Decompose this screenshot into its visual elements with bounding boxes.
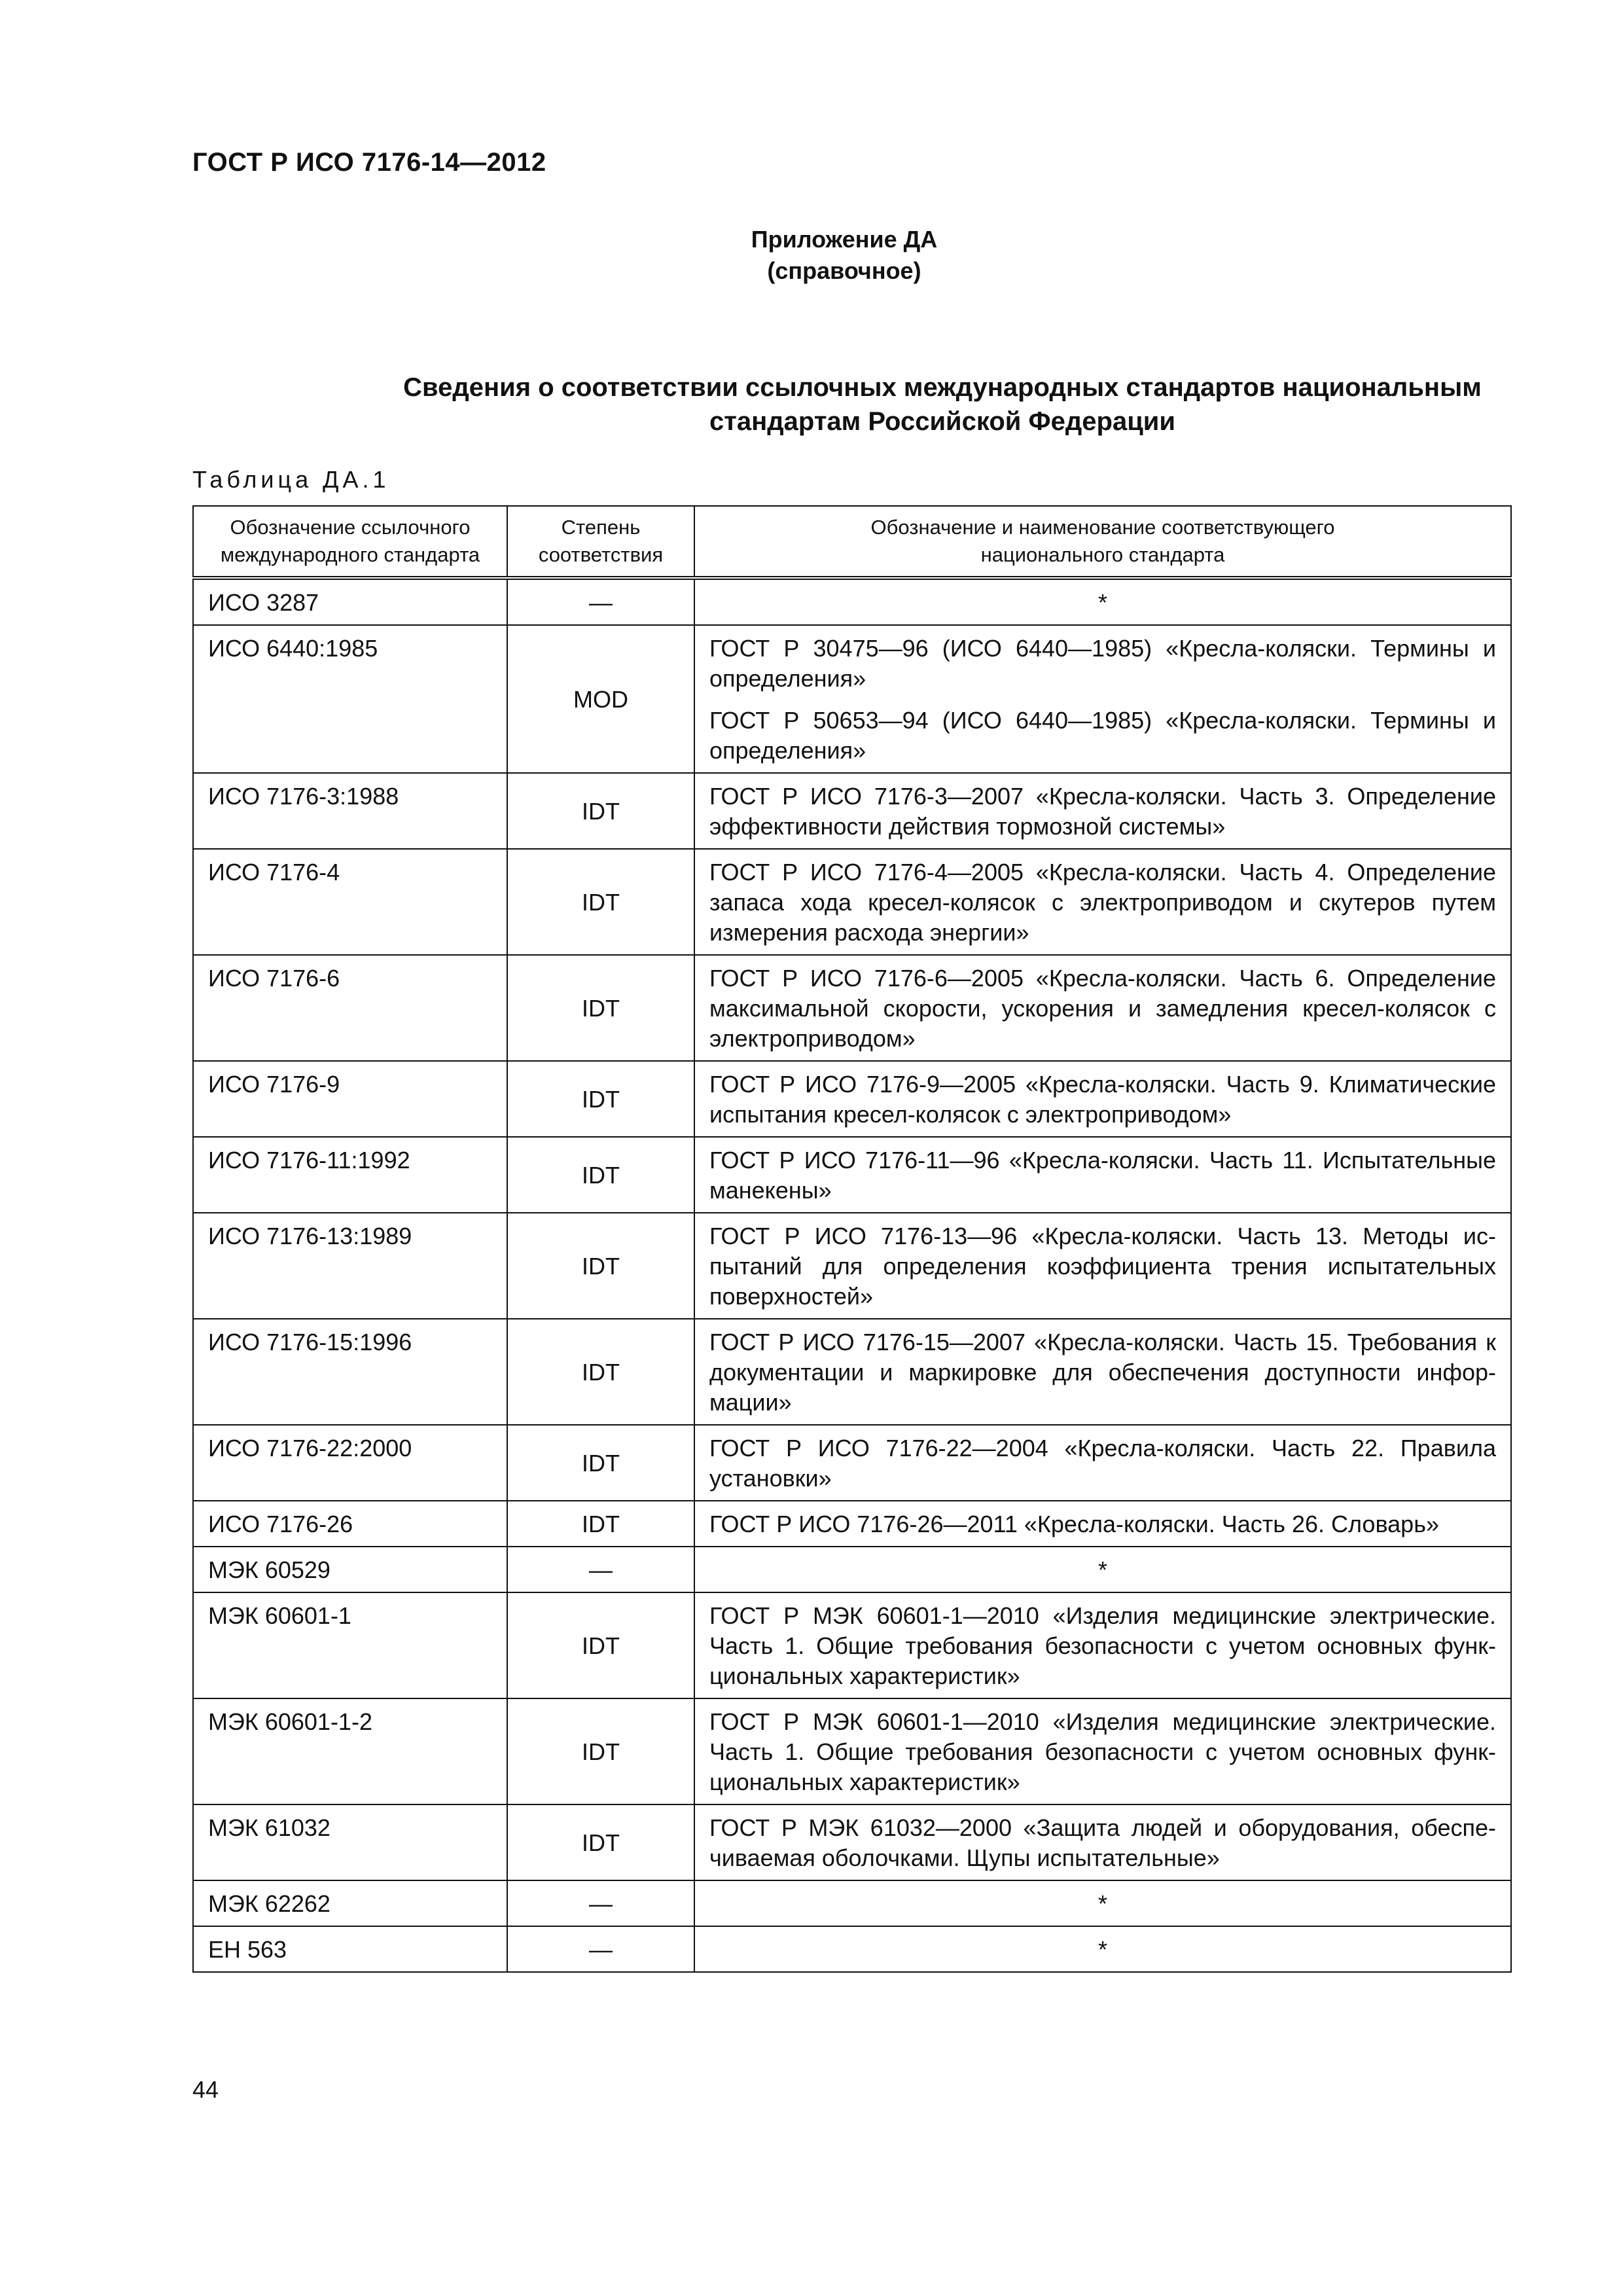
cell-reference: ИСО 7176-15:1996 (193, 1319, 507, 1425)
page-number: 44 (192, 2076, 219, 2103)
cell-national: ГОСТ Р ИСО 7176-4—2005 «Кресла-коляски. Часть 4. Определение запаса хода кресел-колясок с электроприводом и скутеров путем измерения расхода энергии» (694, 849, 1511, 955)
cell-degree: IDT (507, 1319, 694, 1425)
cell-national: ГОСТ Р ИСО 7176-13—96 «Кресла-коляски. Часть 13. Методы испытаний для определения коэффициента трения испытательных поверхностей» (694, 1213, 1511, 1319)
table-row (193, 1804, 1511, 1880)
cell-national: ГОСТ Р ИСО 7176-15—2007 «Кресла-коляски. Часть 15. Требования к документации и маркировке для обеспечения доступности информации» (694, 1319, 1511, 1425)
national-standard-entry: ГОСТ Р 50653—94 (ИСО 6440—1985) «Кресла-коляски. Термины и определения» (709, 707, 1496, 764)
header-national-line-1: Обозначение и наименование соответствующего (870, 516, 1335, 539)
table-header-row (193, 506, 1511, 578)
table-row (193, 1592, 1511, 1698)
cell-national: ГОСТ Р ИСО 7176-22—2004 «Кресла-коляски. Часть 22. Правила установки» (694, 1425, 1511, 1501)
document-code: ГОСТ Р ИСО 7176-14—2012 (192, 148, 546, 177)
cell-degree: — (507, 1880, 694, 1926)
standards-table (192, 505, 1512, 1973)
table-label: Таблица ДА.1 (192, 466, 390, 493)
table-row (193, 1880, 1511, 1926)
header-national-standard (694, 506, 1511, 578)
cell-degree: — (507, 578, 694, 625)
cell-degree: IDT (507, 1592, 694, 1698)
cell-degree: IDT (507, 1061, 694, 1137)
table-row (193, 578, 1511, 625)
cell-reference: ИСО 7176-11:1992 (193, 1137, 507, 1213)
appendix-heading (0, 224, 1623, 287)
section-title (196, 370, 1623, 439)
cell-national: ГОСТ Р ИСО 7176-11—96 «Кресла-коляски. Часть 11. Испытательные манекены» (694, 1137, 1511, 1213)
cell-reference: МЭК 60529 (193, 1547, 507, 1592)
cell-national: * (694, 578, 1511, 625)
cell-reference: ИСО 7176-22:2000 (193, 1425, 507, 1501)
table-row (193, 1319, 1511, 1425)
header-degree (507, 506, 694, 578)
cell-degree: MOD (507, 625, 694, 773)
cell-reference: МЭК 60601-1 (193, 1592, 507, 1698)
cell-degree: IDT (507, 955, 694, 1061)
table-row (193, 773, 1511, 849)
table-row (193, 1547, 1511, 1592)
cell-national: ГОСТ Р МЭК 61032—2000 «Защита людей и оборудования, обеспечиваемая оболочками. Щупы испытательные» (694, 1804, 1511, 1880)
cell-reference: ИСО 7176-4 (193, 849, 507, 955)
table-row (193, 1698, 1511, 1804)
header-reference-standard (193, 506, 507, 578)
table-row (193, 1926, 1511, 1972)
cell-national: * (694, 1926, 1511, 1972)
cell-degree: IDT (507, 1804, 694, 1880)
cell-national (694, 625, 1511, 773)
header-degree-line-2: соответствия (538, 543, 664, 566)
cell-degree: IDT (507, 1501, 694, 1547)
cell-reference: ИСО 7176-26 (193, 1501, 507, 1547)
header-degree-line-1: Степень (561, 516, 641, 539)
cell-degree: — (507, 1547, 694, 1592)
appendix-title: Приложение ДА (751, 226, 938, 253)
cell-degree: IDT (507, 773, 694, 849)
section-title-line-2: стандартам Российской Федерации (709, 407, 1175, 436)
table-row (193, 1501, 1511, 1547)
table-row (193, 1061, 1511, 1137)
header-national-line-2: национального стандарта (980, 543, 1225, 566)
table-row (193, 1213, 1511, 1319)
cell-reference: ИСО 7176-6 (193, 955, 507, 1061)
cell-national: ГОСТ Р МЭК 60601-1—2010 «Изделия медицинские электрические. Часть 1. Общие требования безопасности с учетом основных функциональных характеристик» (694, 1698, 1511, 1804)
cell-reference: МЭК 62262 (193, 1880, 507, 1926)
cell-degree: IDT (507, 1425, 694, 1501)
cell-national: ГОСТ Р ИСО 7176-6—2005 «Кресла-коляски. Часть 6. Определение максимальной скорости, ускорения и замедления кресел-колясок с электроприводом» (694, 955, 1511, 1061)
cell-degree: IDT (507, 1698, 694, 1804)
cell-degree: IDT (507, 1137, 694, 1213)
section-title-line-1: Сведения о соответствии ссылочных международных стандартов национальным (403, 373, 1482, 402)
cell-national: * (694, 1547, 1511, 1592)
cell-degree: IDT (507, 849, 694, 955)
appendix-subtitle: (справочное) (767, 257, 921, 284)
table-row (193, 625, 1511, 773)
national-standard-entry: ГОСТ Р 30475—96 (ИСО 6440—1985) «Кресла-коляски. Термины и определения» (709, 635, 1496, 692)
cell-reference: ИСО 3287 (193, 578, 507, 625)
cell-reference: ИСО 7176-13:1989 (193, 1213, 507, 1319)
table-row (193, 849, 1511, 955)
table-row (193, 955, 1511, 1061)
header-reference-line-1: Обозначение ссылочного (230, 516, 471, 539)
table-row (193, 1425, 1511, 1501)
table-row (193, 1137, 1511, 1213)
cell-national: * (694, 1880, 1511, 1926)
header-reference-line-2: международного стандарта (220, 543, 480, 566)
cell-reference: ИСО 6440:1985 (193, 625, 507, 773)
cell-degree: IDT (507, 1213, 694, 1319)
cell-degree: — (507, 1926, 694, 1972)
cell-reference: МЭК 60601-1-2 (193, 1698, 507, 1804)
cell-reference: ИСО 7176-9 (193, 1061, 507, 1137)
cell-reference: ИСО 7176-3:1988 (193, 773, 507, 849)
cell-national: ГОСТ Р ИСО 7176-9—2005 «Кресла-коляски. Часть 9. Климатические испытания кресел-колясок с электроприводом» (694, 1061, 1511, 1137)
cell-national: ГОСТ Р МЭК 60601-1—2010 «Изделия медицинские электрические. Часть 1. Общие требования безопасности с учетом основных функциональных характеристик» (694, 1592, 1511, 1698)
cell-national: ГОСТ Р ИСО 7176-26—2011 «Кресла-коляски. Часть 26. Словарь» (694, 1501, 1511, 1547)
cell-reference: МЭК 61032 (193, 1804, 507, 1880)
cell-national: ГОСТ Р ИСО 7176-3—2007 «Кресла-коляски. Часть 3. Определение эффективности действия тормозной системы» (694, 773, 1511, 849)
cell-reference: ЕН 563 (193, 1926, 507, 1972)
